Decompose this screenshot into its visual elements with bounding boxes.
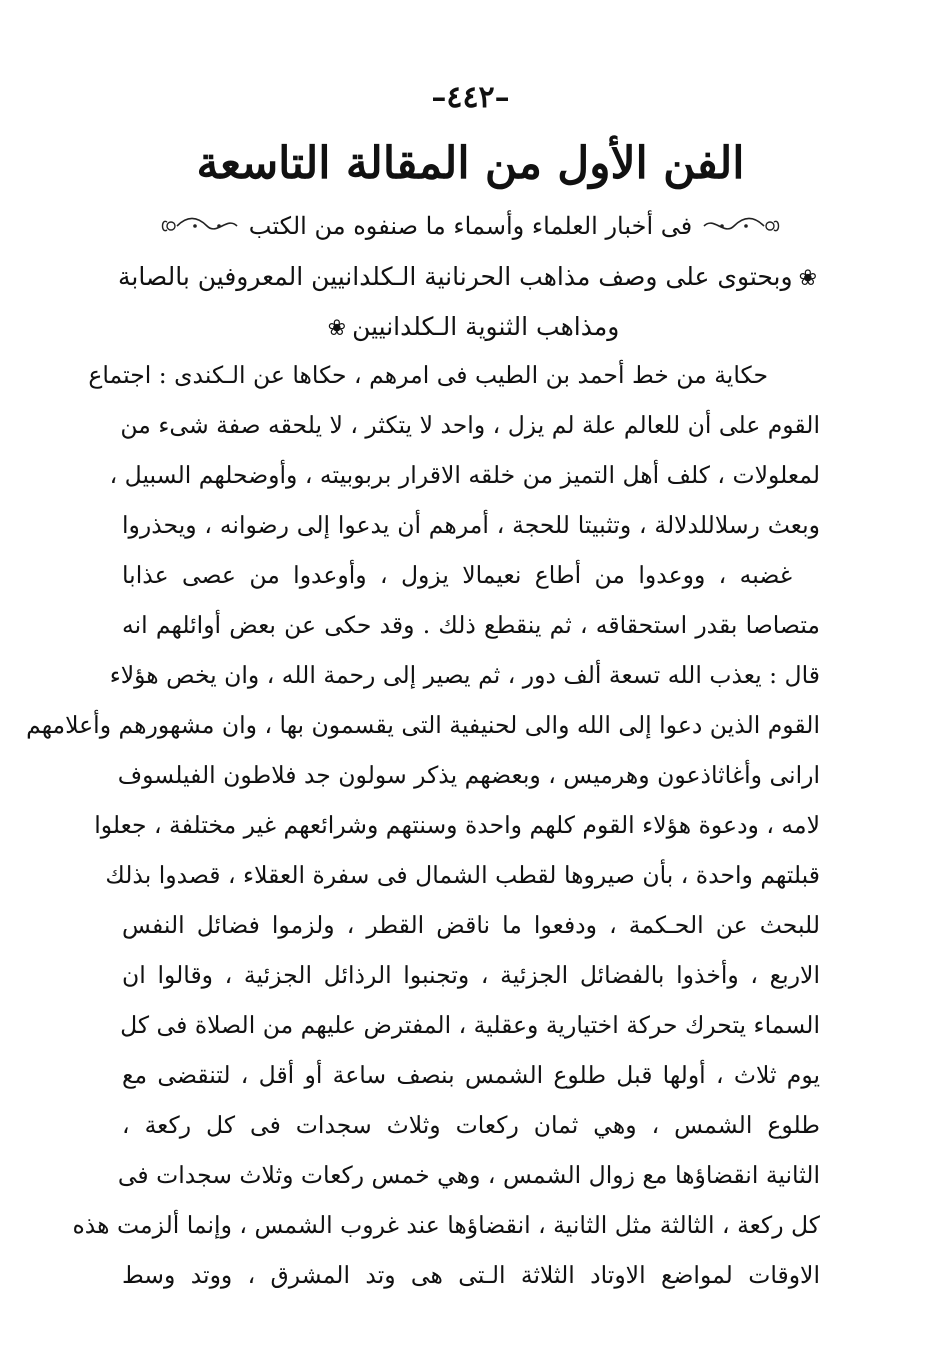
text-line: الاوقات لمواضع الاوتاد الثلاثة الـتى هى وتد المشرق ، ووتد وسط xyxy=(122,1261,820,1289)
text-line: كل ركعة ، الثالثة مثل الثانية ، انقضاؤها عند غروب الشمس ، وإنما ألزمت هذه xyxy=(72,1211,820,1239)
text-line: غضبه ، ووعدوا من أطاع نعيمالا يزول ، وأوعدوا من عصى عذابا xyxy=(122,561,792,589)
intro-text-1: وبحتوى على وصف مذاهب الحرنانية الـكلدانيين المعروفين بالصابة xyxy=(117,262,793,291)
text-line: لمعلولات ، كلف أهل التميز من خلقه الاقرار بربوبيته ، وأوضحلهم السبيل ، xyxy=(109,461,820,489)
text-line: للبحث عن الحـكمة ، ودفعوا ما ناقض القطر ، ولزموا فضائل النفس xyxy=(122,911,820,939)
chapter-title: الفن الأول من المقالة التاسعة xyxy=(196,138,745,189)
intro-line-1 xyxy=(110,257,831,299)
text-line: القوم على أن للعالم علة لم يزل ، واحد لا يتكثر ، لا يلحقه صفة شىء من xyxy=(120,411,820,439)
intro-text-2: ومذاهب الثنوية الـكلدانيين xyxy=(352,312,620,341)
chapter-subtitle: فى أخبار العلماء وأسماء ما صنفوه من الكتب xyxy=(248,212,693,240)
text-line: القوم الذين دعوا إلى الله والى لحنيفية التى يقسمون بها ، وان مشهورهم وأعلامهم xyxy=(26,711,820,739)
text-line: ارانى وأغاثاذعون وهرميس ، وبعضهم يذكر سولون جد فلاطون الفيلسوف xyxy=(117,761,820,789)
text-line: متصاصا بقدر استحقاقه ، ثم ينقطع ذلك . وقد حكى عن بعض أوائلهم انه xyxy=(122,611,820,639)
text-line: قال : يعذب الله تسعة ألف دور ، ثم يصير إلى رحمة الله ، وان يخص هؤلاء xyxy=(109,661,820,689)
text-line: طلوع الشمس ، وهي ثمان ركعات وثلاث سجدات فى كل ركعة ، xyxy=(122,1111,820,1139)
subtitle-row xyxy=(150,206,791,246)
text-line: قبلتهم واحدة ، بأن صيروها لقطب الشمال فى سفرة العقلاء ، قصدوا بذلك xyxy=(105,861,820,889)
text-line: لامه ، ودعوة هؤلاء القوم كلهم واحدة وسنتهم وشرائعهم غير مختلفة ، جعلوا xyxy=(94,811,820,839)
intro-line-2 xyxy=(110,307,831,349)
body-text xyxy=(26,350,820,1300)
flower-ornament-icon: ❀ xyxy=(798,266,818,291)
text-line: السماء يتحرك حركة اختيارية وعقلية ، المفترض عليهم من الصلاة فى كل xyxy=(120,1011,820,1039)
text-line: الثانية انقضاؤها مع زوال الشمس ، وهي خمس ركعات وثلاث سجدات فى xyxy=(117,1161,820,1189)
flower-ornament-icon: ❀ xyxy=(327,316,347,341)
text-line: الاربع ، وأخذوا بالفضائل الجزئية ، وتجنبوا الرذائل الجزئية ، وقالوا ان xyxy=(122,961,820,989)
text-line: يوم ثلاث ، أولها قبل طلوع الشمس بنصف ساعة أو أقل ، لتنقضى مع xyxy=(122,1061,820,1089)
ornament-right-icon xyxy=(702,214,782,238)
text-line: حكاية من خط أحمد بن الطيب فى امرهم ، حكاها عن الـكندى : اجتماع xyxy=(88,361,768,389)
text-line: وبعث رسلاللدلالة ، وتثبيتا للحجة ، أمرهم أن يدعوا إلى رضوانه ، ويحذروا xyxy=(122,511,820,539)
page-number: –٤٤٢– xyxy=(431,80,510,115)
ornament-left-icon xyxy=(159,214,239,238)
